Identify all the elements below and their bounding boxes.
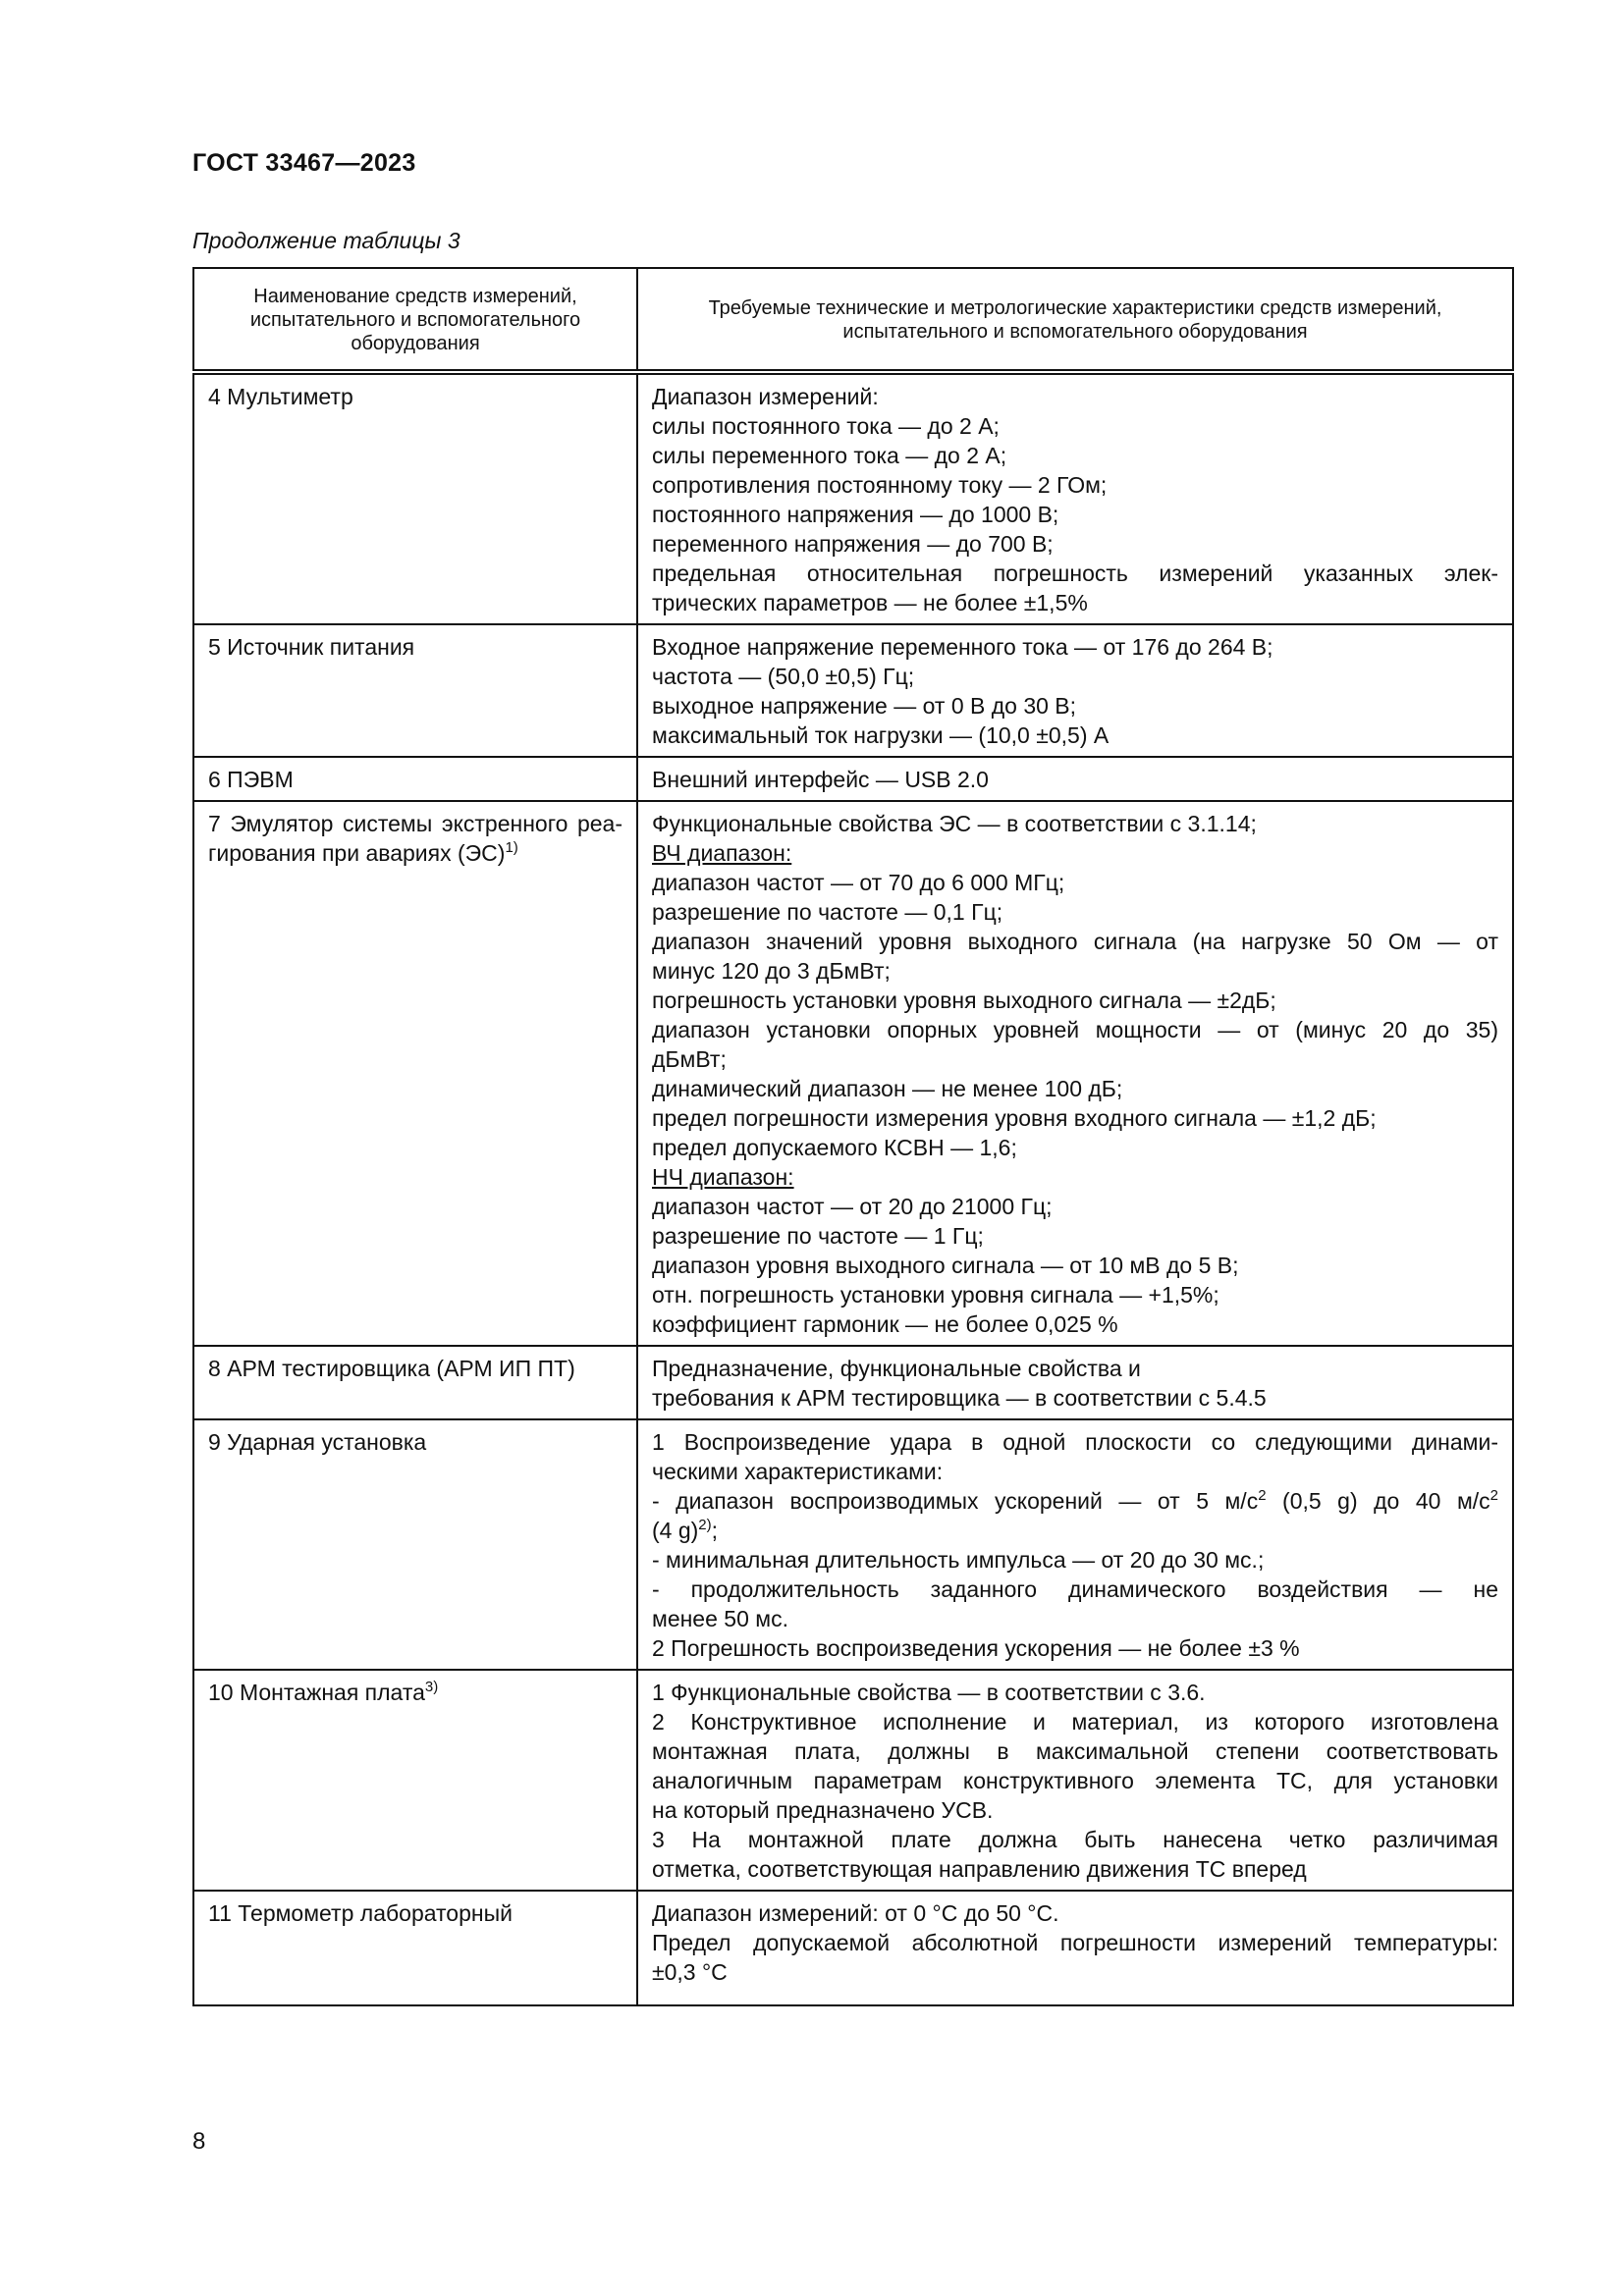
- table-row: [193, 757, 1513, 801]
- spec-line: Предел допускаемой абсолютной погрешности измерений температуры:: [652, 1930, 1498, 1955]
- col-header-equipment-name: Наименование средств измерений, испытательного и вспомогательного оборудования: [193, 268, 637, 372]
- spec-line: отметка, соответствующая направлению движения ТС вперед: [652, 1856, 1307, 1882]
- spec-line: 1 Функциональные свойства — в соответствии с 3.6.: [652, 1680, 1206, 1705]
- equipment-name-cell: [193, 757, 637, 801]
- equipment-name: 6 ПЭВМ: [208, 767, 294, 792]
- spec-line: минус 120 до 3 дБмВт;: [652, 958, 891, 984]
- characteristics-cell: [637, 624, 1513, 757]
- equipment-name: 9 Ударная установка: [208, 1429, 427, 1455]
- spec-line: силы постоянного тока — до 2 А;: [652, 413, 1000, 439]
- spec-line: аналогичным параметрам конструктивного элемента ТС, для установки: [652, 1768, 1498, 1793]
- table-row: [193, 1891, 1513, 2005]
- spec-line: [652, 1516, 1498, 1545]
- spec-line: динамический диапазон — не менее 100 дБ;: [652, 1076, 1123, 1101]
- spec-line: частота — (50,0 ±0,5) Гц;: [652, 664, 915, 689]
- spec-line: коэффициент гармоник — не более 0,025 %: [652, 1311, 1118, 1337]
- page-number: 8: [192, 2128, 206, 2155]
- table-header-row: [193, 268, 1513, 372]
- spec-line: сопротивления постоянному току — 2 ГОм;: [652, 472, 1108, 498]
- subsection-heading: НЧ диапазон:: [652, 1164, 794, 1190]
- spec-line: 2 Конструктивное исполнение и материал, из которого изготовлена: [652, 1709, 1498, 1735]
- spec-line: на который предназначено УСВ.: [652, 1797, 994, 1823]
- footnote-ref: 3): [424, 1679, 439, 1695]
- equipment-name-cell: [193, 624, 637, 757]
- spec-line: ±0,3 °C: [652, 1959, 728, 1985]
- spec-line: диапазон установки опорных уровней мощности — от (минус 20 до 35): [652, 1017, 1498, 1042]
- spec-line: разрешение по частоте — 0,1 Гц;: [652, 899, 1003, 925]
- spec-line: выходное напряжение — от 0 В до 30 В;: [652, 693, 1077, 719]
- table-row: [193, 372, 1513, 624]
- spec-line: Внешний интерфейс — USB 2.0: [652, 767, 989, 792]
- spec-line: Диапазон измерений: от 0 °C до 50 °C.: [652, 1900, 1059, 1926]
- table-row: [193, 801, 1513, 1346]
- characteristics-cell: [637, 1670, 1513, 1891]
- equipment-name: 4 Мультиметр: [208, 384, 353, 409]
- equipment-name: 8 АРМ тестировщика (АРМ ИП ПТ): [208, 1356, 575, 1381]
- characteristics-cell: [637, 1891, 1513, 2005]
- spec-line: Функциональные свойства ЭС — в соответствии с 3.1.14;: [652, 811, 1257, 836]
- characteristics-cell: [637, 1346, 1513, 1419]
- spec-line: менее 50 мс.: [652, 1606, 788, 1631]
- spec-line: максимальный ток нагрузки — (10,0 ±0,5) А: [652, 722, 1110, 748]
- footnote-ref: 1): [505, 839, 518, 856]
- equipment-name-cell: [193, 1891, 637, 2005]
- document-code: ГОСТ 33467—2023: [192, 149, 416, 177]
- equipment-name: гирования при авариях (ЭС): [208, 840, 506, 866]
- characteristics-cell: [637, 757, 1513, 801]
- equipment-name-cell: [193, 372, 637, 624]
- spec-line: диапазон частот — от 70 до 6 000 МГц;: [652, 870, 1065, 895]
- spec-line: диапазон уровня выходного сигнала — от 10 мВ до 5 В;: [652, 1253, 1239, 1278]
- spec-line: дБмВт;: [652, 1046, 727, 1072]
- superscript: 2: [1258, 1487, 1267, 1504]
- table-row: [193, 1670, 1513, 1891]
- spec-line: 2 Погрешность воспроизведения ускорения — не более ±3 %: [652, 1635, 1300, 1661]
- subsection-heading: ВЧ диапазон:: [652, 840, 792, 866]
- spec-line: - продолжительность заданного динамического воздействия — не: [652, 1576, 1498, 1602]
- spec-line: постоянного напряжения — до 1000 В;: [652, 502, 1059, 527]
- spec-line: Предназначение, функциональные свойства и: [652, 1356, 1141, 1381]
- spec-text: ;: [711, 1518, 719, 1543]
- equipment-name-cell: [193, 801, 637, 1346]
- characteristics-cell: [637, 801, 1513, 1346]
- spec-line: предел допускаемого КСВН — 1,6;: [652, 1135, 1017, 1160]
- spec-line: требования к АРМ тестировщика — в соответствии с 5.4.5: [652, 1385, 1267, 1411]
- col-header-characteristics: Требуемые технические и метрологические характеристики средств измерений, испытательного и вспомогательного оборудования: [637, 268, 1513, 372]
- spec-line: диапазон значений уровня выходного сигнала (на нагрузке 50 Ом — от: [652, 929, 1498, 954]
- table-row: [193, 624, 1513, 757]
- spec-line: монтажная плата, должны в максимальной степени соответствовать: [652, 1738, 1498, 1764]
- spec-text: (4 g): [652, 1518, 699, 1543]
- spec-text: - диапазон воспроизводимых ускорений — от 5 м/с: [652, 1488, 1259, 1514]
- spec-line: Диапазон измерений:: [652, 384, 879, 409]
- equipment-name: 5 Источник питания: [208, 634, 415, 660]
- spec-line: отн. погрешность установки уровня сигнала — +1,5%;: [652, 1282, 1219, 1308]
- footnote-ref: 2): [698, 1517, 712, 1533]
- spec-line: погрешность установки уровня выходного сигнала — ±2дБ;: [652, 988, 1276, 1013]
- equipment-table: [192, 267, 1514, 2006]
- spec-line: предел погрешности измерения уровня входного сигнала — ±1,2 дБ;: [652, 1105, 1377, 1131]
- spec-line: ческими характеристиками:: [652, 1459, 944, 1484]
- spec-line: диапазон частот — от 20 до 21000 Гц;: [652, 1194, 1053, 1219]
- equipment-name: 10 Монтажная плата: [208, 1680, 425, 1705]
- equipment-name-cell: [193, 1670, 637, 1891]
- characteristics-cell: [637, 372, 1513, 624]
- superscript: 2: [1489, 1487, 1498, 1504]
- spec-line: предельная относительная погрешность измерений указанных элек-: [652, 561, 1498, 586]
- equipment-name: 7 Эмулятор системы экстренного реа-: [208, 811, 623, 836]
- table-row: [193, 1346, 1513, 1419]
- equipment-name-cell: [193, 1346, 637, 1419]
- table-caption: Продолжение таблицы 3: [192, 228, 460, 253]
- spec-text: (0,5 g) до 40 м/с: [1266, 1488, 1490, 1514]
- characteristics-cell: [637, 1419, 1513, 1670]
- spec-line: - минимальная длительность импульса — от 20 до 30 мс.;: [652, 1547, 1265, 1573]
- table-row: [193, 1419, 1513, 1670]
- spec-line: Входное напряжение переменного тока — от 176 до 264 В;: [652, 634, 1273, 660]
- spec-line: [652, 1486, 1498, 1516]
- spec-line: 3 На монтажной плате должна быть нанесена четко различимая: [652, 1827, 1498, 1852]
- spec-line: силы переменного тока — до 2 А;: [652, 443, 1007, 468]
- spec-line: 1 Воспроизведение удара в одной плоскости со следующими динами-: [652, 1429, 1498, 1455]
- spec-line: разрешение по частоте — 1 Гц;: [652, 1223, 984, 1249]
- spec-line: трических параметров — не более ±1,5%: [652, 590, 1088, 615]
- spec-line: переменного напряжения — до 700 В;: [652, 531, 1054, 557]
- equipment-name-cell: [193, 1419, 637, 1670]
- equipment-name: 11 Термометр лабораторный: [208, 1900, 513, 1926]
